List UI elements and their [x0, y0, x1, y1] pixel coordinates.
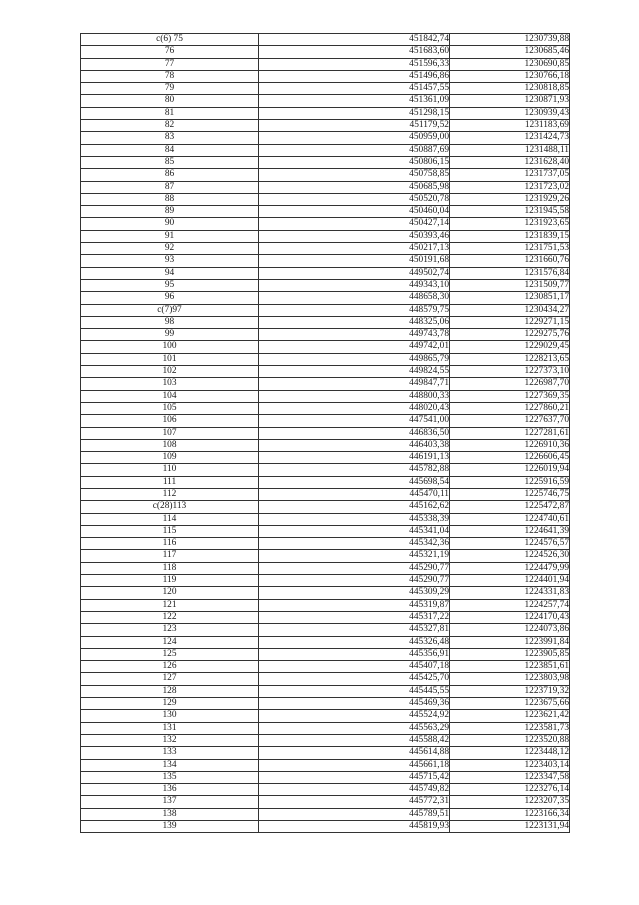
point-number-cell: 105 [81, 402, 259, 414]
table-row [81, 341, 570, 353]
x-coordinate-cell: 451298,15 [259, 107, 450, 119]
point-number-cell: 129 [81, 698, 259, 710]
point-number-cell: 93 [81, 255, 259, 267]
x-coordinate-cell: 447541,00 [259, 415, 450, 427]
y-coordinate-cell: 1224331,83 [450, 587, 570, 599]
x-coordinate-cell: 445341,04 [259, 525, 450, 537]
x-coordinate-cell: 448020,43 [259, 402, 450, 414]
x-coordinate-cell: 450758,85 [259, 169, 450, 181]
x-coordinate-cell: 450887,69 [259, 144, 450, 156]
x-coordinate-cell: 450520,78 [259, 193, 450, 205]
table-row [81, 734, 570, 746]
table-row [81, 821, 570, 833]
x-coordinate-cell: 445321,19 [259, 550, 450, 562]
point-number-cell: 138 [81, 808, 259, 820]
x-coordinate-cell: 449742,01 [259, 341, 450, 353]
table-row [81, 34, 570, 46]
point-number-cell: 111 [81, 476, 259, 488]
y-coordinate-cell: 1230690,85 [450, 58, 570, 70]
x-coordinate-cell: 451683,60 [259, 46, 450, 58]
y-coordinate-cell: 1223347,58 [450, 771, 570, 783]
point-number-cell: 89 [81, 206, 259, 218]
table-row [81, 685, 570, 697]
point-number-cell: 94 [81, 267, 259, 279]
x-coordinate-cell: 445789,51 [259, 808, 450, 820]
x-coordinate-cell: 449343,10 [259, 279, 450, 291]
document-page [80, 33, 569, 833]
y-coordinate-cell: 1224576,57 [450, 538, 570, 550]
y-coordinate-cell: 1229275,76 [450, 329, 570, 341]
point-number-cell: 137 [81, 796, 259, 808]
y-coordinate-cell: 1223448,12 [450, 747, 570, 759]
point-number-cell: 128 [81, 685, 259, 697]
x-coordinate-cell: 445407,18 [259, 661, 450, 673]
point-number-cell: 79 [81, 83, 259, 95]
y-coordinate-cell: 1227637,70 [450, 415, 570, 427]
table-row [81, 70, 570, 82]
point-number-cell: 87 [81, 181, 259, 193]
point-number-cell: 136 [81, 784, 259, 796]
x-coordinate-cell: 451596,33 [259, 58, 450, 70]
y-coordinate-cell: 1223403,14 [450, 759, 570, 771]
y-coordinate-cell: 1230766,18 [450, 70, 570, 82]
table-row [81, 513, 570, 525]
x-coordinate-cell: 445338,39 [259, 513, 450, 525]
y-coordinate-cell: 1230685,46 [450, 46, 570, 58]
y-coordinate-cell: 1223851,61 [450, 661, 570, 673]
x-coordinate-cell: 450217,13 [259, 243, 450, 255]
point-number-cell: 81 [81, 107, 259, 119]
point-number-cell: 115 [81, 525, 259, 537]
x-coordinate-cell: 445162,62 [259, 501, 450, 513]
coordinates-table-body [81, 34, 570, 833]
point-number-cell: 78 [81, 70, 259, 82]
y-coordinate-cell: 1231488,11 [450, 144, 570, 156]
point-number-cell: 119 [81, 575, 259, 587]
x-coordinate-cell: 450427,14 [259, 218, 450, 230]
x-coordinate-cell: 449502,74 [259, 267, 450, 279]
point-number-cell: 124 [81, 636, 259, 648]
point-number-cell: 108 [81, 439, 259, 451]
point-number-cell: 99 [81, 329, 259, 341]
point-number-cell: 82 [81, 120, 259, 132]
x-coordinate-cell: 445469,36 [259, 698, 450, 710]
y-coordinate-cell: 1223905,85 [450, 648, 570, 660]
point-number-cell: 91 [81, 230, 259, 242]
y-coordinate-cell: 1224740,61 [450, 513, 570, 525]
table-row [81, 120, 570, 132]
point-number-cell: 120 [81, 587, 259, 599]
table-row [81, 415, 570, 427]
table-row [81, 636, 570, 648]
point-number-cell: с(6) 75 [81, 34, 259, 46]
table-row [81, 353, 570, 365]
y-coordinate-cell: 1224526,30 [450, 550, 570, 562]
y-coordinate-cell: 1226910,36 [450, 439, 570, 451]
point-number-cell: 86 [81, 169, 259, 181]
point-number-cell: 88 [81, 193, 259, 205]
table-row [81, 144, 570, 156]
y-coordinate-cell: 1231839,15 [450, 230, 570, 242]
point-number-cell: 107 [81, 427, 259, 439]
x-coordinate-cell: 445614,88 [259, 747, 450, 759]
point-number-cell: 103 [81, 378, 259, 390]
table-row [81, 279, 570, 291]
x-coordinate-cell: 446836,50 [259, 427, 450, 439]
x-coordinate-cell: 445425,70 [259, 673, 450, 685]
table-row [81, 316, 570, 328]
y-coordinate-cell: 1231929,26 [450, 193, 570, 205]
table-row [81, 476, 570, 488]
table-row [81, 525, 570, 537]
y-coordinate-cell: 1226606,45 [450, 452, 570, 464]
y-coordinate-cell: 1223803,98 [450, 673, 570, 685]
x-coordinate-cell: 445524,92 [259, 710, 450, 722]
y-coordinate-cell: 1223131,94 [450, 821, 570, 833]
y-coordinate-cell: 1223621,42 [450, 710, 570, 722]
y-coordinate-cell: 1230871,93 [450, 95, 570, 107]
table-row [81, 747, 570, 759]
point-number-cell: 121 [81, 599, 259, 611]
y-coordinate-cell: 1225746,75 [450, 488, 570, 500]
y-coordinate-cell: 1224073,86 [450, 624, 570, 636]
table-row [81, 95, 570, 107]
point-number-cell: 106 [81, 415, 259, 427]
x-coordinate-cell: 445342,36 [259, 538, 450, 550]
table-row [81, 329, 570, 341]
y-coordinate-cell: 1231945,58 [450, 206, 570, 218]
y-coordinate-cell: 1230434,27 [450, 304, 570, 316]
x-coordinate-cell: 449824,55 [259, 366, 450, 378]
point-number-cell: 100 [81, 341, 259, 353]
point-number-cell: 130 [81, 710, 259, 722]
point-number-cell: 110 [81, 464, 259, 476]
table-row [81, 292, 570, 304]
point-number-cell: 98 [81, 316, 259, 328]
table-row [81, 206, 570, 218]
table-row [81, 83, 570, 95]
y-coordinate-cell: 1231183,69 [450, 120, 570, 132]
point-number-cell: 123 [81, 624, 259, 636]
y-coordinate-cell: 1223675,66 [450, 698, 570, 710]
point-number-cell: 117 [81, 550, 259, 562]
point-number-cell: с(28)113 [81, 501, 259, 513]
table-row [81, 575, 570, 587]
table-row [81, 648, 570, 660]
x-coordinate-cell: 445819,93 [259, 821, 450, 833]
x-coordinate-cell: 449743,78 [259, 329, 450, 341]
table-row [81, 501, 570, 513]
point-number-cell: 76 [81, 46, 259, 58]
y-coordinate-cell: 1224641,39 [450, 525, 570, 537]
point-number-cell: 139 [81, 821, 259, 833]
y-coordinate-cell: 1230851,17 [450, 292, 570, 304]
point-number-cell: 133 [81, 747, 259, 759]
y-coordinate-cell: 1226019,94 [450, 464, 570, 476]
point-number-cell: 132 [81, 734, 259, 746]
point-number-cell: 118 [81, 562, 259, 574]
table-row [81, 304, 570, 316]
point-number-cell: 101 [81, 353, 259, 365]
y-coordinate-cell: 1231660,76 [450, 255, 570, 267]
point-number-cell: 77 [81, 58, 259, 70]
point-number-cell: 92 [81, 243, 259, 255]
point-number-cell: 102 [81, 366, 259, 378]
x-coordinate-cell: 445588,42 [259, 734, 450, 746]
y-coordinate-cell: 1231751,53 [450, 243, 570, 255]
y-coordinate-cell: 1223166,34 [450, 808, 570, 820]
table-row [81, 46, 570, 58]
point-number-cell: 125 [81, 648, 259, 660]
x-coordinate-cell: 451496,86 [259, 70, 450, 82]
y-coordinate-cell: 1225916,59 [450, 476, 570, 488]
y-coordinate-cell: 1231628,40 [450, 156, 570, 168]
x-coordinate-cell: 448800,33 [259, 390, 450, 402]
y-coordinate-cell: 1223581,73 [450, 722, 570, 734]
point-number-cell: 90 [81, 218, 259, 230]
x-coordinate-cell: 445356,91 [259, 648, 450, 660]
table-row [81, 587, 570, 599]
table-row [81, 452, 570, 464]
x-coordinate-cell: 445563,29 [259, 722, 450, 734]
table-row [81, 156, 570, 168]
table-row [81, 427, 570, 439]
y-coordinate-cell: 1230818,85 [450, 83, 570, 95]
table-row [81, 722, 570, 734]
point-number-cell: 104 [81, 390, 259, 402]
point-number-cell: с(7)97 [81, 304, 259, 316]
y-coordinate-cell: 1226987,70 [450, 378, 570, 390]
point-number-cell: 131 [81, 722, 259, 734]
table-row [81, 784, 570, 796]
x-coordinate-cell: 445290,77 [259, 562, 450, 574]
table-row [81, 439, 570, 451]
x-coordinate-cell: 450191,68 [259, 255, 450, 267]
point-number-cell: 135 [81, 771, 259, 783]
y-coordinate-cell: 1223276,14 [450, 784, 570, 796]
table-row [81, 218, 570, 230]
x-coordinate-cell: 451842,74 [259, 34, 450, 46]
table-row [81, 661, 570, 673]
y-coordinate-cell: 1231424,73 [450, 132, 570, 144]
coordinates-table [80, 33, 570, 833]
x-coordinate-cell: 445782,88 [259, 464, 450, 476]
table-row [81, 378, 570, 390]
table-row [81, 390, 570, 402]
x-coordinate-cell: 451361,09 [259, 95, 450, 107]
y-coordinate-cell: 1231509,77 [450, 279, 570, 291]
table-row [81, 255, 570, 267]
point-number-cell: 95 [81, 279, 259, 291]
x-coordinate-cell: 448658,30 [259, 292, 450, 304]
x-coordinate-cell: 445326,48 [259, 636, 450, 648]
y-coordinate-cell: 1223207,35 [450, 796, 570, 808]
table-row [81, 796, 570, 808]
y-coordinate-cell: 1229029,45 [450, 341, 570, 353]
point-number-cell: 84 [81, 144, 259, 156]
y-coordinate-cell: 1230739,88 [450, 34, 570, 46]
y-coordinate-cell: 1224170,43 [450, 611, 570, 623]
y-coordinate-cell: 1224479,99 [450, 562, 570, 574]
x-coordinate-cell: 448325,06 [259, 316, 450, 328]
y-coordinate-cell: 1223991,84 [450, 636, 570, 648]
y-coordinate-cell: 1231923,65 [450, 218, 570, 230]
y-coordinate-cell: 1224257,74 [450, 599, 570, 611]
table-row [81, 267, 570, 279]
table-row [81, 624, 570, 636]
y-coordinate-cell: 1227281,61 [450, 427, 570, 439]
table-row [81, 771, 570, 783]
x-coordinate-cell: 445698,54 [259, 476, 450, 488]
point-number-cell: 112 [81, 488, 259, 500]
table-row [81, 230, 570, 242]
x-coordinate-cell: 449865,79 [259, 353, 450, 365]
x-coordinate-cell: 446191,13 [259, 452, 450, 464]
table-row [81, 193, 570, 205]
y-coordinate-cell: 1227369,35 [450, 390, 570, 402]
table-row [81, 550, 570, 562]
table-row [81, 107, 570, 119]
x-coordinate-cell: 450393,46 [259, 230, 450, 242]
table-row [81, 759, 570, 771]
y-coordinate-cell: 1223520,88 [450, 734, 570, 746]
table-row [81, 181, 570, 193]
x-coordinate-cell: 445661,18 [259, 759, 450, 771]
table-row [81, 611, 570, 623]
point-number-cell: 96 [81, 292, 259, 304]
point-number-cell: 83 [81, 132, 259, 144]
x-coordinate-cell: 445317,22 [259, 611, 450, 623]
y-coordinate-cell: 1227860,21 [450, 402, 570, 414]
x-coordinate-cell: 446403,38 [259, 439, 450, 451]
x-coordinate-cell: 445715,42 [259, 771, 450, 783]
point-number-cell: 122 [81, 611, 259, 623]
x-coordinate-cell: 445749,82 [259, 784, 450, 796]
x-coordinate-cell: 445309,29 [259, 587, 450, 599]
x-coordinate-cell: 445327,81 [259, 624, 450, 636]
x-coordinate-cell: 451179,52 [259, 120, 450, 132]
point-number-cell: 116 [81, 538, 259, 550]
table-row [81, 599, 570, 611]
x-coordinate-cell: 445772,31 [259, 796, 450, 808]
x-coordinate-cell: 445470,11 [259, 488, 450, 500]
table-row [81, 402, 570, 414]
y-coordinate-cell: 1231737,05 [450, 169, 570, 181]
table-row [81, 464, 570, 476]
x-coordinate-cell: 450685,98 [259, 181, 450, 193]
y-coordinate-cell: 1223719,32 [450, 685, 570, 697]
x-coordinate-cell: 445319,87 [259, 599, 450, 611]
y-coordinate-cell: 1231723,02 [450, 181, 570, 193]
y-coordinate-cell: 1225472,87 [450, 501, 570, 513]
x-coordinate-cell: 449847,71 [259, 378, 450, 390]
table-row [81, 488, 570, 500]
x-coordinate-cell: 448579,75 [259, 304, 450, 316]
table-row [81, 698, 570, 710]
y-coordinate-cell: 1224401,94 [450, 575, 570, 587]
table-row [81, 169, 570, 181]
point-number-cell: 109 [81, 452, 259, 464]
table-row [81, 58, 570, 70]
y-coordinate-cell: 1229271,15 [450, 316, 570, 328]
y-coordinate-cell: 1228213,65 [450, 353, 570, 365]
table-row [81, 132, 570, 144]
x-coordinate-cell: 445445,55 [259, 685, 450, 697]
y-coordinate-cell: 1230939,43 [450, 107, 570, 119]
point-number-cell: 80 [81, 95, 259, 107]
table-row [81, 808, 570, 820]
table-row [81, 243, 570, 255]
table-row [81, 538, 570, 550]
point-number-cell: 85 [81, 156, 259, 168]
table-row [81, 710, 570, 722]
x-coordinate-cell: 450460,04 [259, 206, 450, 218]
table-row [81, 366, 570, 378]
x-coordinate-cell: 450959,00 [259, 132, 450, 144]
y-coordinate-cell: 1227373,10 [450, 366, 570, 378]
x-coordinate-cell: 450806,15 [259, 156, 450, 168]
table-row [81, 673, 570, 685]
point-number-cell: 127 [81, 673, 259, 685]
x-coordinate-cell: 451457,55 [259, 83, 450, 95]
x-coordinate-cell: 445290,77 [259, 575, 450, 587]
y-coordinate-cell: 1231576,84 [450, 267, 570, 279]
table-row [81, 562, 570, 574]
point-number-cell: 114 [81, 513, 259, 525]
point-number-cell: 126 [81, 661, 259, 673]
point-number-cell: 134 [81, 759, 259, 771]
